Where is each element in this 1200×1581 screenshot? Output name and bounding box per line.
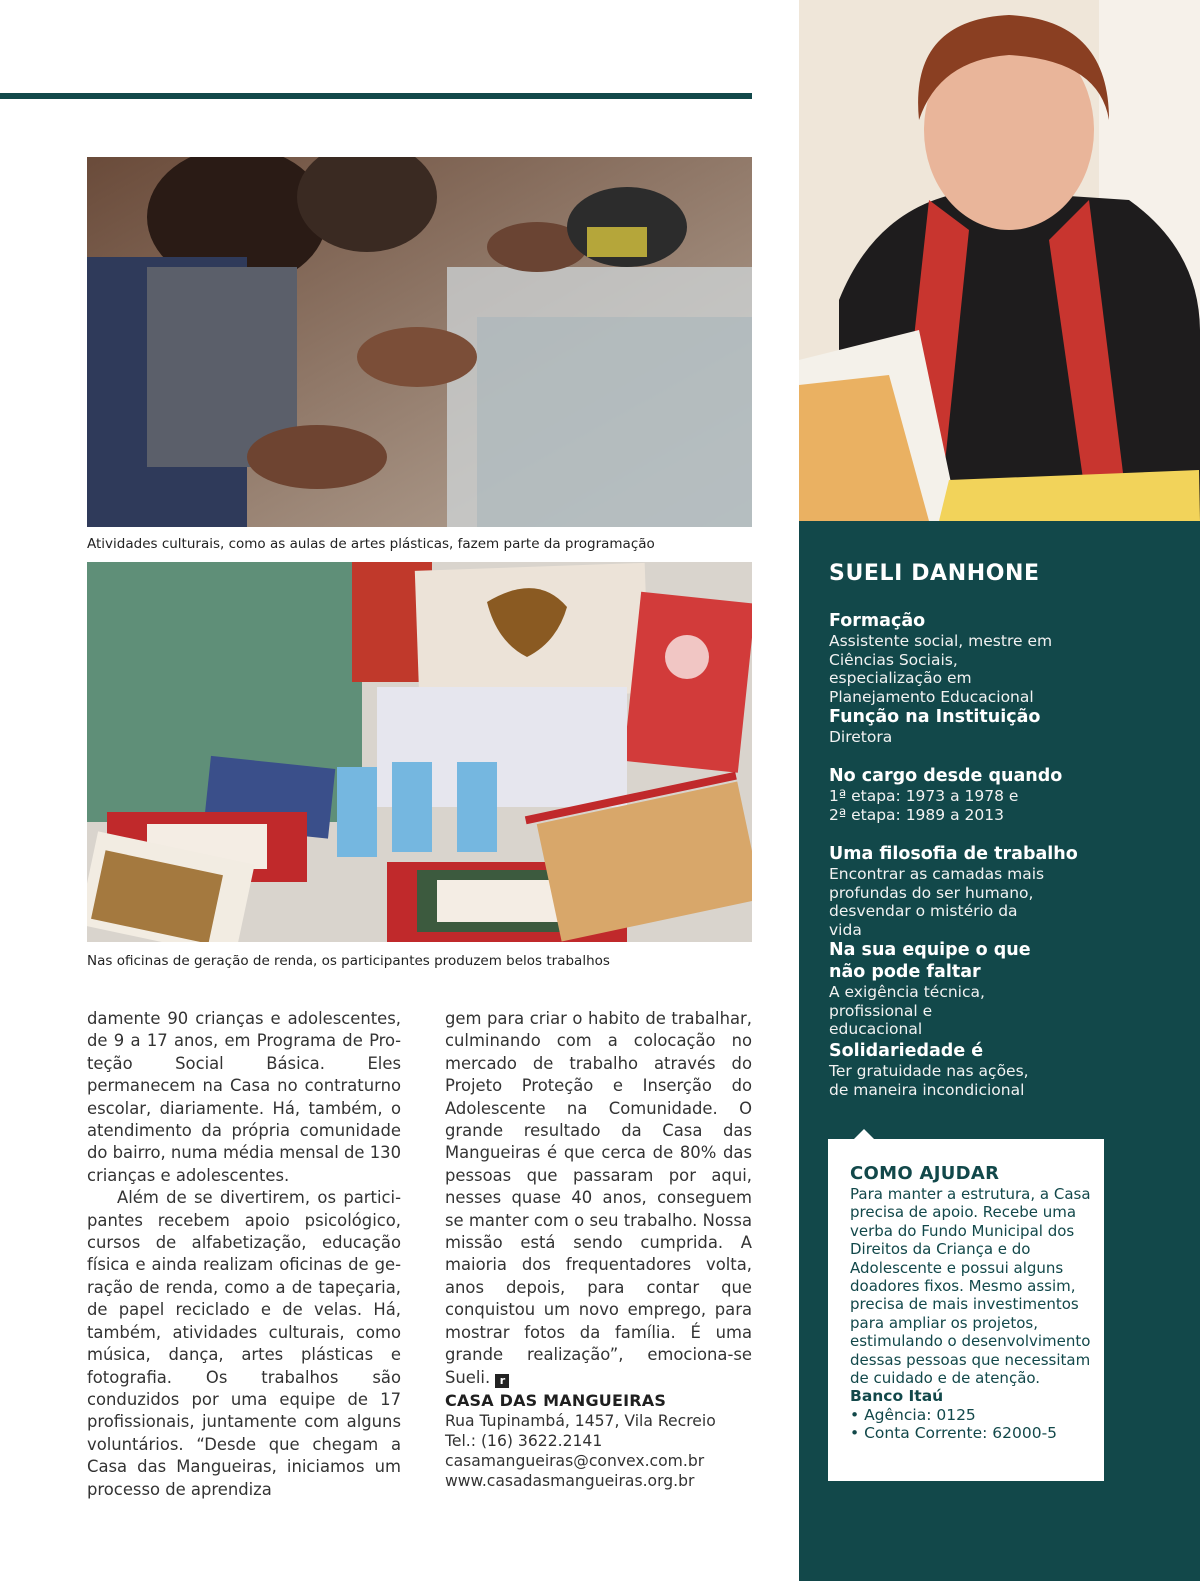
help-text: Para manter a estrutura, a Casa precisa de apoio. Recebe uma verba do Fundo Municipal dos Direitos da Criança e do Adolescente e possui alguns doadores fixos. Mesmo assim, precisa de mais investimentos para ampliar os projetos, estimulando o desenvolvimento dessas pessoas que necessitam de cuidado e de atenção.: [850, 1185, 1091, 1388]
profile-item-heading: Formação: [829, 611, 926, 631]
top-rule: [0, 93, 752, 99]
article-column-2: [445, 1008, 752, 1389]
profile-item-text: 1ª etapa: 1973 a 1978 e: [829, 787, 1019, 805]
profile-item-heading: Uma filosofia de trabalho: [829, 844, 1078, 864]
art-class-photo: [87, 157, 752, 527]
help-title: COMO AJUDAR: [850, 1163, 1000, 1184]
profile-item: [829, 843, 1169, 939]
contact-email[interactable]: casamangueiras@convex.com.br: [445, 1452, 705, 1470]
crafts-photo: [87, 562, 752, 942]
profile-item-heading: Solidariedade é: [829, 1041, 984, 1061]
profile-item-text: 2ª etapa: 1989 a 2013: [829, 805, 1004, 824]
profile-item: [829, 706, 1169, 747]
help-bank: Banco Itaú: [850, 1387, 944, 1406]
profile-item-text: Encontrar as camadas mais profundas do ser humano, desvendar o mistério da vida: [829, 865, 1045, 939]
portrait-photo: [799, 0, 1200, 521]
article-paragraph: damente 90 crianças e adolescentes, de 9 a 17 anos, em Programa de Proteção Social Básica. Eles permanecem na Casa no contraturno escolar, diariamente. Há, também, o atendimento da própria comunidade do bairro, numa média mensal de 130 crianças e adolescentes.: [87, 1009, 401, 1185]
profile-item: [829, 939, 1169, 1039]
contact-phone: Tel.: (16) 3622.2141: [445, 1432, 603, 1450]
profile-item: [829, 1040, 1169, 1099]
help-agency: • Agência: 0125: [850, 1405, 976, 1424]
profile-item-text: Diretora: [829, 728, 893, 746]
profile-item-text: A exigência técnica, profissional e educacional: [829, 983, 985, 1038]
contact-website[interactable]: www.casadasmangueiras.org.br: [445, 1472, 695, 1490]
profile-item: [829, 610, 1169, 706]
profile-name: SUELI DANHONE: [829, 561, 1040, 586]
article-column-1: [87, 1008, 401, 1501]
end-of-article-mark: r: [495, 1374, 509, 1388]
article-paragraph: Além de se divertirem, os participantes recebem apoio psicológico, cursos de alfabetização, educação física e ainda realizam oficinas de geração de renda, como a de tapeçaria, de papel reciclado e de velas. Há, também, atividades culturais, como música, dança, artes plásticas e fotografia. Os trabalhos são conduzidos por uma equipe de 17 profissionais, juntamente com alguns voluntários. “Desde que chegam a Casa das Mangueiras, iniciamos um processo de aprendiza: [87, 1188, 401, 1499]
profile-item-heading: Função na Instituição: [829, 707, 1041, 727]
profile-item-heading: Na sua equipe o que não pode faltar: [829, 940, 1031, 982]
profile-item-heading: No cargo desde quando: [829, 766, 1063, 786]
profile-item: [829, 765, 1169, 824]
how-to-help-box: [828, 1139, 1104, 1481]
contact-address: Rua Tupinambá, 1457, Vila Recreio: [445, 1412, 716, 1430]
profile-item-text: Assistente social, mestre em Ciências Sociais, especialização em Planejamento Educacional: [829, 632, 1053, 706]
help-account: • Conta Corrente: 62000-5: [850, 1424, 1058, 1443]
article-paragraph: gem para criar o habito de trabalhar, culminando com a colocação no mercado de trabalho através do Projeto Proteção e Inserção do Adolescente na Comunidade. O grande resultado da Casa das Mangueiras é que cerca de 80% das pessoas que passaram por aqui, nesses quase 40 anos, conseguem se manter com o seu trabalho. Nossa missão está sendo cumprida. A maioria dos frequentadores volta, anos depois, para contar que conquistou um novo emprego, para mostrar fotos da família. É uma grande realização”, emociona-se Sueli.: [445, 1009, 752, 1387]
photo2-caption: Nas oficinas de geração de renda, os participantes produzem belos trabalhos: [87, 953, 610, 969]
contact-name: CASA DAS MANGUEIRAS: [445, 1391, 667, 1410]
contact-block: [445, 1391, 716, 1491]
profile-item-text: Ter gratuidade nas ações, de maneira incondicional: [829, 1062, 1029, 1099]
photo1-caption: Atividades culturais, como as aulas de artes plásticas, fazem parte da programação: [87, 536, 655, 552]
